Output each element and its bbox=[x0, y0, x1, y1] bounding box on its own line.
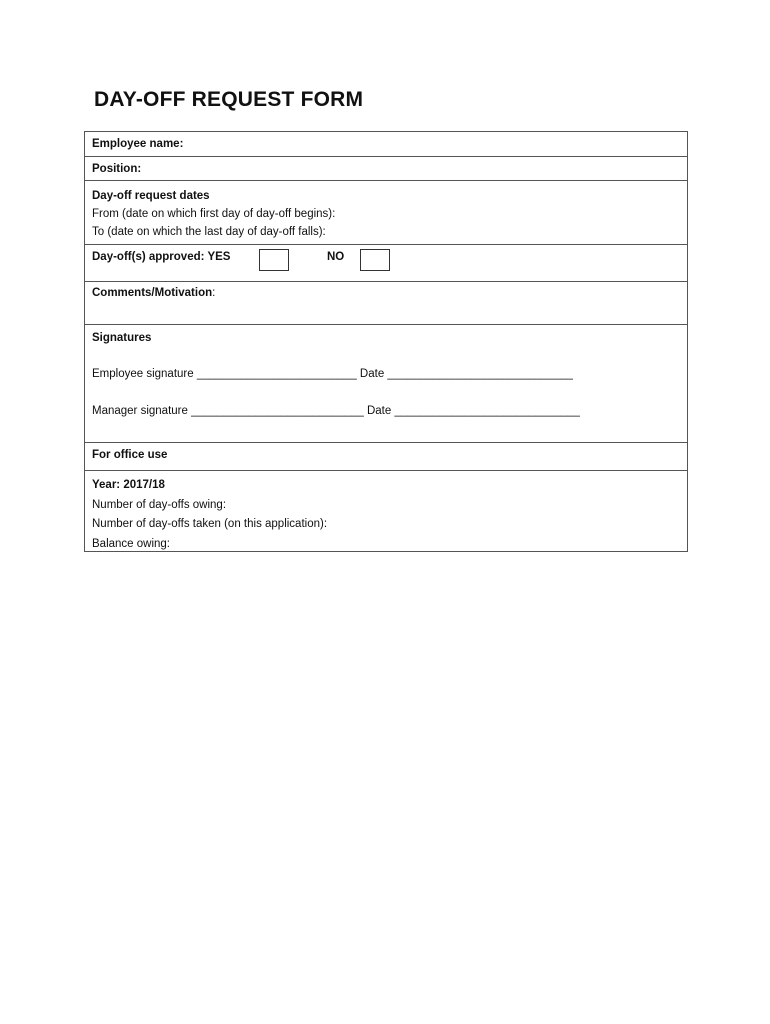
approved-no-label: NO bbox=[327, 251, 345, 263]
comments-label: Comments/Motivation bbox=[92, 287, 213, 299]
approved-no-checkbox[interactable] bbox=[360, 249, 390, 271]
days-owing-label: Number of day-offs owing: bbox=[92, 498, 227, 511]
employee-signature-line[interactable]: Employee signature _________________________ Date _____________________________ bbox=[92, 368, 573, 380]
year-label: Year: 2017/18 bbox=[92, 479, 165, 491]
page-title: DAY-OFF REQUEST FORM bbox=[94, 88, 364, 111]
office-details-row bbox=[85, 471, 687, 551]
comments-row[interactable] bbox=[85, 282, 687, 325]
approval-row bbox=[85, 245, 687, 282]
approved-yes-label: Day-off(s) approved: YES bbox=[92, 251, 231, 263]
employee-name-row[interactable] bbox=[85, 132, 687, 157]
days-taken-label: Number of day-offs taken (on this application): bbox=[92, 518, 328, 530]
request-form-table bbox=[84, 131, 688, 552]
approved-yes-checkbox[interactable] bbox=[259, 249, 289, 271]
position-label: Position: bbox=[92, 163, 142, 175]
office-use-row bbox=[85, 443, 687, 471]
request-dates-heading: Day-off request dates bbox=[92, 190, 210, 202]
date-to-label: To (date on which the last day of day-off falls): bbox=[92, 226, 326, 238]
comments-colon: : bbox=[212, 287, 216, 299]
date-from-label: From (date on which first day of day-off begins): bbox=[92, 208, 336, 220]
signatures-row bbox=[85, 325, 687, 443]
request-dates-row[interactable] bbox=[85, 181, 687, 245]
office-use-heading: For office use bbox=[92, 449, 168, 461]
balance-owing-label: Balance owing: bbox=[92, 537, 170, 550]
signatures-heading: Signatures bbox=[92, 332, 152, 344]
manager-signature-line[interactable]: Manager signature ___________________________ Date _____________________________ bbox=[92, 405, 580, 417]
position-row[interactable] bbox=[85, 157, 687, 181]
employee-name-label: Employee name: bbox=[92, 138, 184, 150]
